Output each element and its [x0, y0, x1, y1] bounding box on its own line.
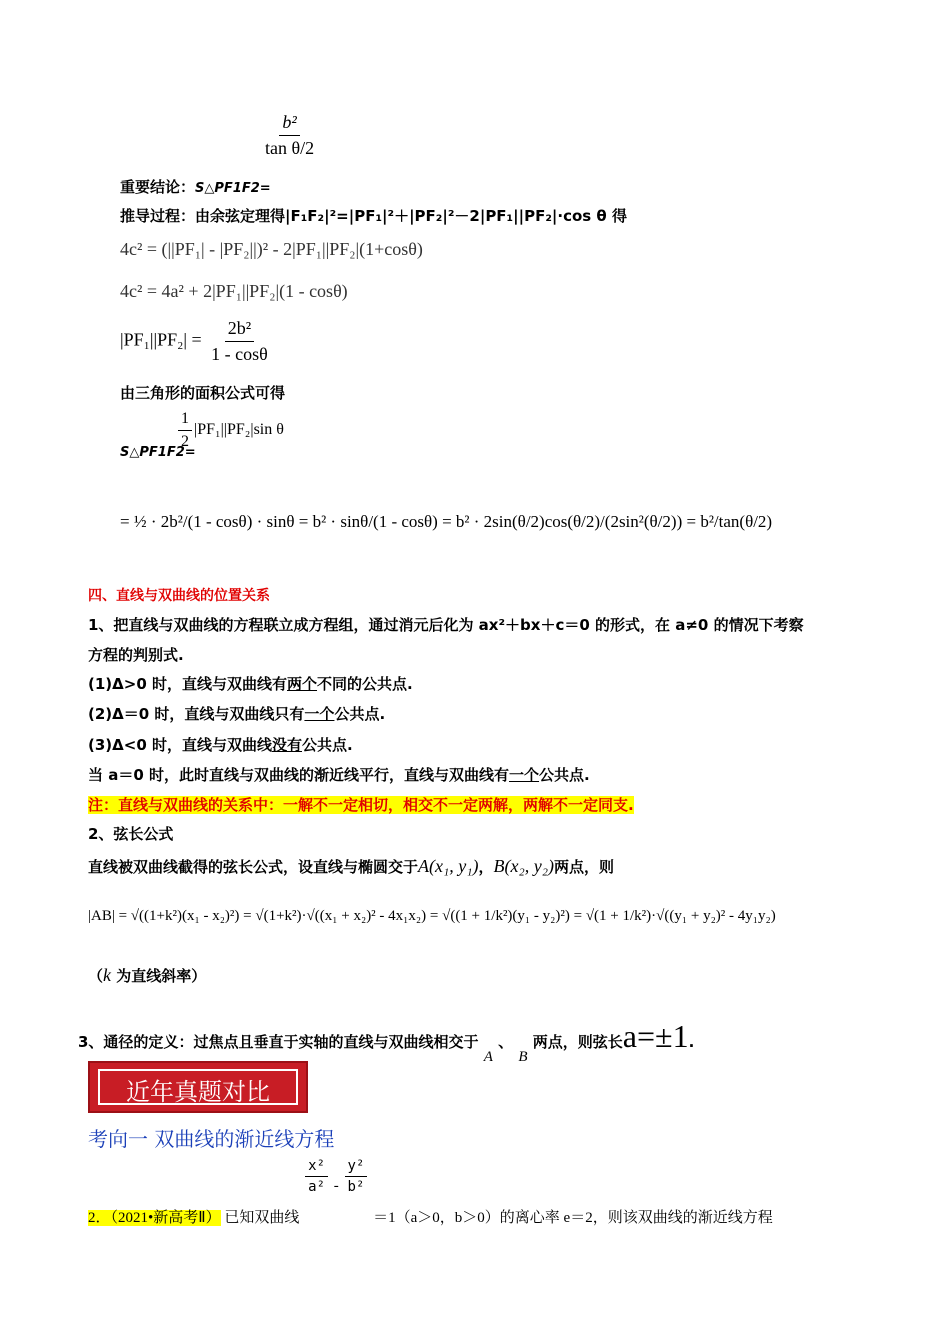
area-formula: $\frac{1}{2}$ |PF₁||PF₂|sin θ	[176, 410, 284, 451]
note-highlight: 注：直线与双曲线的关系中：一解不一定相切，相交不一定两解，两解不一定同支.	[88, 796, 634, 814]
case-3: (3)Δ<0 时，直线与双曲线没有公共点.	[88, 736, 353, 754]
case-2: (2)Δ＝0 时，直线与双曲线只有一个公共点.	[88, 705, 386, 723]
area-intro: 由三角形的面积公式可得	[120, 384, 286, 402]
derivation-intro: 推导过程：由余弦定理得|F₁F₂|²=|PF₁|²＋|PF₂|²－2|PF₁||PF₂|·cos θ 得	[120, 207, 627, 225]
topic-heading: 考向一 双曲线的渐近线方程	[88, 1127, 335, 1151]
area-lhs: S△PF1F2=	[120, 445, 196, 460]
banner-text: 近年真题对比	[126, 1078, 270, 1106]
k-note: （k 为直线斜率）	[88, 965, 207, 985]
area-final-equation: = ½ · 2b²/(1 - cosθ) · sinθ = b² · sinθ/(1 - cosθ) = b² · 2sin(θ/2)cos(θ/2)/(2sin²(θ/2)) = b²/tan(θ/2)	[120, 512, 773, 531]
conclusion-numerator: b²	[279, 112, 299, 136]
conclusion-fraction	[260, 112, 319, 159]
conclusion-denominator: tan θ/2	[265, 138, 315, 158]
chord-intro: 直线被双曲线截得的弦长公式，设直线与椭圆交于A(x₁, y₁)，B(x₂, y₂)两点，则	[88, 856, 615, 876]
section4-p1a: 1、把直线与双曲线的方程联立成方程组，通过消元后化为 ax²＋bx＋c＝0 的形式，在 a≠0 的情况下考察	[88, 616, 804, 634]
section4-heading: 四、直线与双曲线的位置关系	[88, 588, 270, 604]
latus-definition: 3、通径的定义：过焦点且垂直于实轴的直线与双曲线相交于 A 、 B 两点，则弦长a=±1.	[78, 1018, 695, 1065]
derivation-eq3: |PF₁||PF₂| = $\frac{\text{2b²}}{1 - \cos\theta}$	[120, 318, 268, 364]
case-a-zero: 当 a＝0 时，此时直线与双曲线的渐近线平行，直线与双曲线有一个公共点.	[88, 766, 590, 784]
chord-heading: 2、弦长公式	[88, 825, 174, 843]
question-tag: 2．（2021•新高考Ⅱ）	[88, 1209, 221, 1226]
chord-formula: |AB| = √((1+k²)(x₁ - x₂)²) = √(1+k²)·√((x₁ + x₂)² - 4x₁x₂) = √((1 + 1/k²)(y₁ - y₂)²) = √(1 + 1/k²)·√((y₁ + y₂)² - 4y₁y₂)	[88, 908, 776, 924]
section4-p1b: 方程的判别式.	[88, 646, 184, 664]
derivation-eq2: 4c² = 4a² + 2|PF₁||PF₂|(1 - cosθ)	[120, 281, 348, 301]
case-1: (1)Δ>0 时，直线与双曲线有两个不同的公共点.	[88, 675, 413, 693]
derivation-eq1: 4c² = (||PF₁| - |PF₂||)² - 2|PF₁||PF₂|(1+cosθ)	[120, 239, 423, 259]
section-banner	[88, 1061, 308, 1113]
conclusion-label: 重要结论：S△PF1F2=	[120, 178, 271, 196]
question-line: 2．（2021•新高考Ⅱ） 已知双曲线 $\frac{\text{x²}}{\text{a²}}$ - $\frac{\text{y²}}{\text{b²}}$ ＝1（a＞0，b＞0）的离心率 e＝2，则该双曲线的渐近线方程	[88, 1158, 773, 1226]
